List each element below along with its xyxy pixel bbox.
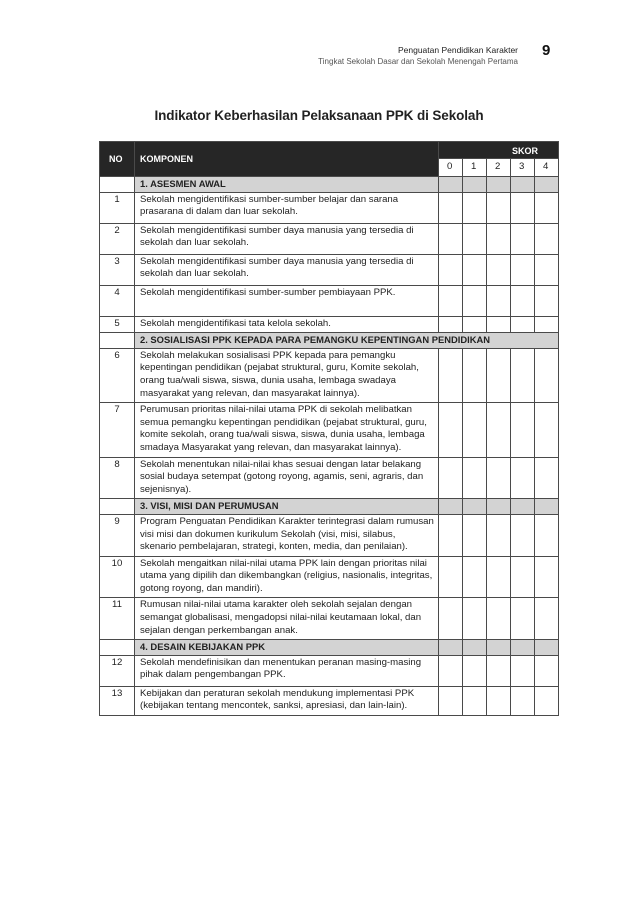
score-cell[interactable] [463, 655, 487, 686]
score-cell[interactable] [535, 598, 559, 640]
row-number: 10 [100, 556, 135, 598]
row-number: 2 [100, 223, 135, 254]
score-cell[interactable] [535, 655, 559, 686]
section-row [100, 499, 559, 515]
score-cell[interactable] [439, 598, 463, 640]
score-cell[interactable] [463, 457, 487, 499]
score-cell[interactable] [487, 556, 511, 598]
table-header-row [100, 142, 559, 159]
row-component: Sekolah mengaitkan nilai-nilai utama PPK lain dengan prioritas nilai utama yang dipilih dan dikembangkan (religius, nasionalis, integritas, gotong royong, dan mandiri). [135, 556, 439, 598]
row-component: Sekolah mengidentifikasi sumber-sumber pembiayaan PPK. [135, 285, 439, 316]
score-cell[interactable] [439, 316, 463, 333]
score-cell[interactable] [535, 316, 559, 333]
score-cell[interactable] [463, 348, 487, 402]
row-number: 5 [100, 316, 135, 333]
column-header-komponen: KOMPONEN [135, 142, 439, 177]
row-component: Kebijakan dan peraturan sekolah mendukung implementasi PPK (kebijakan tentang mencontek, sanksi, apresiasi, dan lain-lain). [135, 686, 439, 715]
column-header-skor: SKOR [439, 142, 559, 159]
table-row [100, 348, 559, 402]
score-cell[interactable] [535, 348, 559, 402]
table-row [100, 285, 559, 316]
table-row [100, 655, 559, 686]
score-cell[interactable] [463, 598, 487, 640]
score-cell[interactable] [463, 514, 487, 556]
section-title: 4. DESAIN KEBIJAKAN PPK [135, 640, 439, 656]
row-component: Sekolah menentukan nilai-nilai khas sesuai dengan latar belakang sosial budaya setempat (gotong royong, agamis, seni, agraris, dan sejenisnya). [135, 457, 439, 499]
section-title: 3. VISI, MISI DAN PERUMUSAN [135, 499, 439, 515]
score-cell[interactable] [463, 285, 487, 316]
score-cell[interactable] [439, 348, 463, 402]
score-cell[interactable] [487, 514, 511, 556]
score-cell[interactable] [511, 316, 535, 333]
score-cell[interactable] [487, 598, 511, 640]
running-header-subtitle: Tingkat Sekolah Dasar dan Sekolah Menengah Pertama [318, 57, 518, 66]
score-cell[interactable] [487, 686, 511, 715]
section-row [100, 333, 559, 349]
row-number: 1 [100, 192, 135, 223]
score-cell[interactable] [487, 316, 511, 333]
row-component: Sekolah mengidentifikasi sumber daya manusia yang tersedia di sekolah dan luar sekolah. [135, 254, 439, 285]
page-number: 9 [542, 42, 551, 59]
row-number: 3 [100, 254, 135, 285]
score-cell[interactable] [439, 223, 463, 254]
table-row [100, 316, 559, 333]
score-cell[interactable] [511, 285, 535, 316]
row-component: Perumusan prioritas nilai-nilai utama PPK di sekolah melibatkan semua pemangku kepentingan pendidikan (pejabat struktural, guru, komite sekolah, orang tua/wali siswa, siswa, dunia usaha, lembaga smadaya Masyarakat yang relevan, dan masyarakat lainnya). [135, 403, 439, 457]
score-cell[interactable] [439, 403, 463, 457]
score-cell[interactable] [439, 686, 463, 715]
row-number: 7 [100, 403, 135, 457]
score-cell[interactable] [511, 514, 535, 556]
score-cell[interactable] [487, 192, 511, 223]
page-title: Indikator Keberhasilan Pelaksanaan PPK di Sekolah [154, 108, 484, 123]
score-cell[interactable] [535, 457, 559, 499]
score-cell[interactable] [511, 686, 535, 715]
score-header-4: 4 [535, 159, 559, 177]
section-row [100, 640, 559, 656]
score-cell[interactable] [535, 285, 559, 316]
row-number: 11 [100, 598, 135, 640]
section-row [100, 177, 559, 193]
score-cell[interactable] [439, 514, 463, 556]
row-number: 6 [100, 348, 135, 402]
table-row [100, 192, 559, 223]
score-cell[interactable] [439, 254, 463, 285]
score-cell[interactable] [511, 192, 535, 223]
table-row [100, 686, 559, 715]
score-cell[interactable] [463, 192, 487, 223]
score-cell[interactable] [463, 316, 487, 333]
score-cell[interactable] [463, 403, 487, 457]
score-cell[interactable] [511, 348, 535, 402]
score-cell[interactable] [511, 457, 535, 499]
score-cell[interactable] [439, 556, 463, 598]
score-cell[interactable] [463, 686, 487, 715]
score-cell[interactable] [439, 192, 463, 223]
score-cell[interactable] [487, 285, 511, 316]
score-cell[interactable] [487, 223, 511, 254]
score-cell[interactable] [439, 457, 463, 499]
table-row [100, 403, 559, 457]
score-cell[interactable] [535, 254, 559, 285]
score-cell[interactable] [535, 686, 559, 715]
score-header-2: 2 [487, 159, 511, 177]
score-cell[interactable] [511, 655, 535, 686]
row-number: 4 [100, 285, 135, 316]
row-number: 8 [100, 457, 135, 499]
table-row [100, 254, 559, 285]
score-cell[interactable] [439, 655, 463, 686]
running-header [318, 45, 518, 67]
score-cell[interactable] [487, 457, 511, 499]
score-cell[interactable] [535, 556, 559, 598]
row-component: Sekolah mengidentifikasi sumber daya manusia yang tersedia di sekolah dan luar sekolah. [135, 223, 439, 254]
score-cell[interactable] [463, 254, 487, 285]
score-header-1: 1 [463, 159, 487, 177]
section-title: 2. SOSIALISASI PPK KEPADA PARA PEMANGKU KEPENTINGAN PENDIDIKAN [135, 333, 559, 349]
score-cell[interactable] [535, 514, 559, 556]
row-number: 13 [100, 686, 135, 715]
score-header-3: 3 [511, 159, 535, 177]
row-number: 12 [100, 655, 135, 686]
section-title: 1. ASESMEN AWAL [135, 177, 439, 193]
score-cell[interactable] [487, 348, 511, 402]
score-cell[interactable] [535, 403, 559, 457]
table-row [100, 598, 559, 640]
score-header-0: 0 [439, 159, 463, 177]
score-cell[interactable] [511, 598, 535, 640]
score-cell[interactable] [463, 556, 487, 598]
table-row [100, 457, 559, 499]
score-cell[interactable] [439, 285, 463, 316]
score-cell[interactable] [511, 403, 535, 457]
running-header-title: Penguatan Pendidikan Karakter [397, 45, 518, 55]
score-cell[interactable] [535, 192, 559, 223]
column-header-no: NO [100, 142, 135, 177]
indicator-table [99, 141, 559, 716]
row-component: Sekolah mendefinisikan dan menentukan peranan masing-masing pihak dalam pengembangan PPK. [135, 655, 439, 686]
row-component: Sekolah melakukan sosialisasi PPK kepada para pemangku kepentingan pendidikan (pejabat struktural, guru, Komite sekolah, orang tua/wali siswa, siswa, dunia usaha, lembaga swadaya masyarakat yang relevan, dan masyarakat lainnya). [135, 348, 439, 402]
score-cell[interactable] [511, 254, 535, 285]
row-component: Program Penguatan Pendidikan Karakter terintegrasi dalam rumusan visi misi dan dokumen kurikulum Sekolah (visi, misi, silabus, skenario pembelajaran, strategi, konten, media, dan penilaian). [135, 514, 439, 556]
score-cell[interactable] [511, 223, 535, 254]
score-cell[interactable] [463, 223, 487, 254]
score-cell[interactable] [487, 655, 511, 686]
table-row [100, 514, 559, 556]
score-cell[interactable] [535, 223, 559, 254]
row-component: Rumusan nilai-nilai utama karakter oleh sekolah sejalan dengan semangat globalisasi, mengadopsi nilai-nilai keutamaan lokal, dan sejalan dengan perkembangan anak. [135, 598, 439, 640]
row-component: Sekolah mengidentifikasi sumber-sumber belajar dan sarana prasarana di dalam dan luar sekolah. [135, 192, 439, 223]
score-cell[interactable] [511, 556, 535, 598]
score-cell[interactable] [487, 403, 511, 457]
row-number: 9 [100, 514, 135, 556]
table-row [100, 556, 559, 598]
score-cell[interactable] [487, 254, 511, 285]
row-component: Sekolah mengidentifikasi tata kelola sekolah. [135, 316, 439, 333]
table-row [100, 223, 559, 254]
